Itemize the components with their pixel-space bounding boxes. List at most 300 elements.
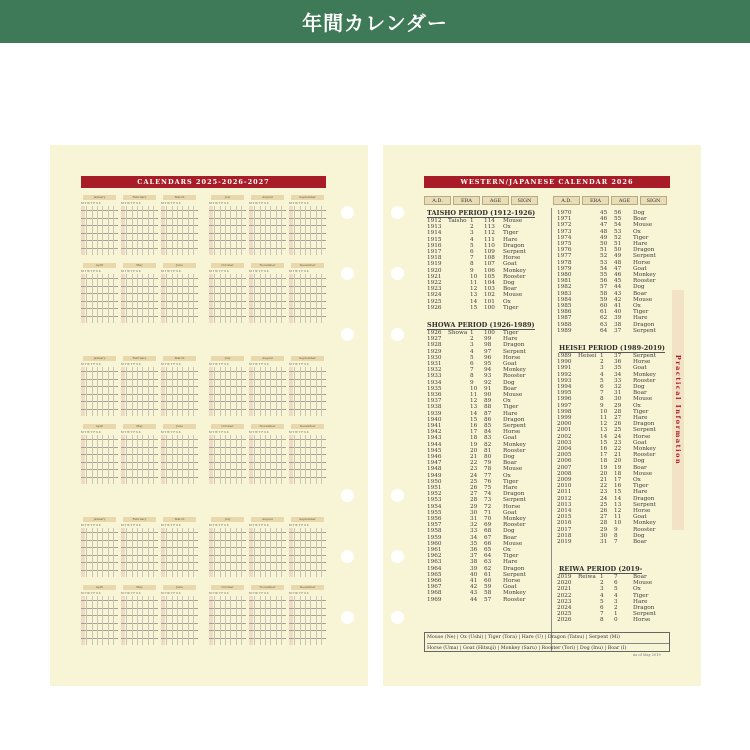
day-column-line [92, 596, 93, 645]
era-year: 45 [600, 210, 608, 216]
month-label: May [123, 585, 156, 590]
month-day-grid [209, 524, 246, 577]
day-column-line [310, 367, 311, 416]
era-table-row [427, 349, 547, 355]
era-year: 13 [470, 292, 478, 299]
day-column-line [294, 274, 295, 323]
era-table-row [557, 266, 677, 272]
year-ad: 1985 [557, 303, 572, 309]
era-table-row [557, 284, 677, 290]
day-column-line [153, 435, 154, 484]
day-column-line [153, 528, 154, 577]
day-column-line [86, 206, 87, 255]
era-table-row [557, 574, 677, 580]
page-title: 年間カレンダー [302, 11, 448, 35]
age: 43 [614, 290, 622, 297]
day-column-line [97, 367, 98, 416]
day-column-line [132, 274, 133, 323]
weekday-letters: MTWTFSS [121, 202, 142, 205]
day-column-line [172, 206, 173, 255]
month-day-grid [81, 363, 118, 416]
zodiac-sign: Horse [503, 503, 521, 510]
era-table-row [557, 309, 677, 315]
age: 73 [484, 497, 492, 504]
era-year: 29 [600, 526, 608, 533]
day-column-line [86, 367, 87, 416]
age: 67 [484, 534, 492, 541]
month-label: September [291, 356, 324, 361]
day-column-line [300, 206, 301, 255]
age: 87 [484, 410, 492, 417]
zodiac-sign: Goat [503, 261, 517, 268]
age: 88 [484, 404, 492, 411]
zodiac-sign: Rooster [633, 452, 656, 459]
zodiac-sign: Rooster [633, 526, 656, 533]
era-year: 14 [470, 298, 478, 305]
month-label: May [123, 424, 156, 429]
month-day-grid [209, 270, 246, 323]
day-column-line [92, 206, 93, 255]
day-column-line [270, 206, 271, 255]
era-table-row [427, 597, 547, 603]
day-column-line [316, 435, 317, 484]
day-column-line [92, 528, 93, 577]
era-year: 43 [470, 590, 478, 597]
day-column-line [97, 274, 98, 323]
age: 114 [484, 218, 495, 224]
day-column-line [172, 367, 173, 416]
era-year: 23 [470, 466, 478, 473]
era-table-row [557, 520, 677, 526]
binder-hole [391, 611, 404, 624]
zodiac-sign: Dog [633, 532, 645, 539]
weekday-letters: MTWTFSS [289, 202, 310, 205]
weekday-letters: MTWTFSS [249, 270, 270, 273]
day-column-line [188, 596, 189, 645]
day-column-line [108, 435, 109, 484]
era-year: 58 [600, 290, 608, 297]
day-column-line [113, 274, 114, 323]
era-table-row [557, 247, 677, 253]
era-table-row [427, 559, 547, 565]
age: 30 [614, 396, 622, 403]
age: 106 [484, 267, 495, 274]
zodiac-sign: Dragon [503, 416, 525, 423]
day-column-line [102, 367, 103, 416]
day-column-line [300, 596, 301, 645]
year-ad: 1981 [557, 278, 572, 285]
era-table-row [427, 448, 547, 454]
year-ad: 2010 [557, 483, 572, 490]
day-column-line [97, 435, 98, 484]
era-table-row [557, 328, 677, 334]
year-ad: 1912 [427, 218, 442, 224]
era-year: 34 [470, 534, 478, 541]
day-column-line [86, 435, 87, 484]
zodiac-sign: Mouse [633, 396, 653, 403]
age: 76 [484, 478, 492, 485]
year-ad: 1963 [427, 559, 442, 566]
era-table-row [427, 380, 547, 386]
binder-hole [391, 206, 404, 219]
age: 68 [484, 528, 492, 535]
day-column-line [137, 528, 138, 577]
year-ad: 1933 [427, 373, 442, 380]
zodiac-sign: Rooster [503, 596, 526, 603]
zodiac-sign: Hare [503, 485, 518, 491]
age: 80 [484, 454, 492, 460]
era-year: 3 [600, 586, 604, 593]
age: 64 [484, 553, 492, 560]
era-year: 53 [600, 259, 608, 266]
era-table-row [427, 442, 547, 448]
col-header-ad: A.D. [424, 196, 451, 205]
era-table-row [557, 253, 677, 259]
zodiac-sign: Boar [503, 460, 517, 467]
year-ad: 1929 [427, 348, 442, 355]
age: 55 [614, 216, 622, 223]
day-column-line [166, 274, 167, 323]
zodiac-sign: Dragon [633, 495, 655, 502]
year-ad: 2003 [557, 439, 572, 446]
weekday-letters: MTWTFSS [209, 524, 230, 527]
year-ad: 1939 [427, 410, 442, 417]
age: 95 [484, 361, 492, 367]
era-table-row [427, 373, 547, 379]
era-table-row [557, 611, 677, 617]
era-table-row [557, 291, 677, 297]
era-table-row [427, 342, 547, 348]
day-column-line [236, 435, 237, 484]
age: 71 [484, 509, 492, 516]
year-ad: 1959 [427, 534, 442, 541]
col-header-ad: A.D. [553, 196, 580, 205]
month-day-grid [121, 270, 158, 323]
weekday-letters: MTWTFSS [249, 202, 270, 205]
zodiac-sign: Tiger [633, 483, 649, 490]
calendar-title: CALENDARS 2025-2026-2027 [81, 176, 326, 188]
age: 36 [614, 359, 622, 366]
day-column-line [276, 206, 277, 255]
month-day-grid [161, 592, 198, 645]
calendar-second-half [209, 356, 326, 484]
col-header-age: AGE [611, 196, 638, 205]
age: 1 [614, 611, 618, 618]
calendar-month [249, 424, 286, 484]
year-ad: 1932 [427, 367, 442, 374]
calendar-month [121, 195, 158, 255]
era-table-row [557, 440, 677, 446]
zodiac-sign: Hare [503, 410, 518, 417]
age: 20 [614, 458, 622, 465]
zodiac-sign: Monkey [503, 267, 526, 274]
day-column-line [236, 596, 237, 645]
era-year: 64 [600, 327, 608, 334]
year-ad: 2014 [557, 508, 572, 514]
month-day-grid [289, 524, 326, 577]
year-ad: 1986 [557, 309, 572, 316]
era-year: 21 [600, 477, 608, 483]
era-year: 1 [470, 218, 474, 224]
day-column-line [126, 528, 127, 577]
era-year: 31 [470, 516, 478, 522]
zodiac-sign: Horse [503, 354, 521, 361]
era-year: 2 [600, 580, 604, 587]
calendar-page [50, 145, 368, 686]
weekday-letters: MTWTFSS [121, 270, 142, 273]
age: 113 [484, 224, 495, 231]
month-label: April [83, 585, 116, 590]
binder-hole [341, 489, 354, 502]
year-ad: 1980 [557, 272, 572, 278]
day-column-line [108, 528, 109, 577]
weekday-letters: MTWTFSS [289, 270, 310, 273]
era-table-row [427, 404, 547, 410]
weekday-letters: MTWTFSS [289, 431, 310, 434]
zodiac-sign: Boar [503, 286, 517, 293]
day-column-line [193, 367, 194, 416]
zodiac-sign: Rooster [503, 447, 526, 454]
day-column-line [260, 206, 261, 255]
binder-hole [341, 267, 354, 280]
era-table-row [557, 452, 677, 458]
age: 69 [484, 522, 492, 529]
day-column-line [310, 596, 311, 645]
zodiac-sign: Ox [633, 586, 641, 593]
day-column-line [294, 206, 295, 255]
col-header-sign: SIGN [640, 196, 667, 205]
day-column-line [294, 528, 295, 577]
day-column-line [230, 435, 231, 484]
era-table-row [427, 249, 547, 255]
age: 6 [614, 580, 618, 587]
day-column-line [236, 528, 237, 577]
day-column-line [172, 528, 173, 577]
day-column-line [166, 367, 167, 416]
era-table-row [427, 224, 547, 230]
era-year: 17 [600, 452, 608, 459]
era-year: 62 [600, 315, 608, 322]
year-ad: 2017 [557, 526, 572, 533]
day-column-line [236, 367, 237, 416]
era-year: 56 [600, 278, 608, 285]
zodiac-sign: Rooster [633, 278, 656, 285]
era-year: 11 [600, 415, 608, 421]
era-table-row [557, 533, 677, 539]
era-year: 6 [470, 249, 474, 255]
zodiac-sign: Mouse [503, 540, 523, 547]
day-column-line [236, 206, 237, 255]
day-column-line [225, 528, 226, 577]
header-banner [0, 0, 750, 43]
era-year: 33 [470, 528, 478, 535]
era-year: 6 [600, 384, 604, 390]
day-column-line [225, 274, 226, 323]
era-year: 1 [470, 330, 474, 336]
day-column-line [225, 435, 226, 484]
zodiac-sign: Boar [633, 574, 647, 580]
era-table-row [557, 508, 677, 514]
era-table-row [557, 465, 677, 471]
age: 62 [484, 565, 492, 572]
age: 31 [614, 390, 622, 397]
era-year: 7 [470, 367, 474, 374]
era-table-row [557, 403, 677, 409]
month-label: August [251, 356, 284, 361]
day-column-line [113, 206, 114, 255]
age: 37 [614, 327, 622, 334]
day-column-line [142, 274, 143, 323]
zodiac-sign: Hare [633, 415, 648, 421]
zodiac-sign: Ox [633, 303, 641, 309]
zodiac-sign: Dog [633, 284, 645, 291]
weekday-letters: MTWTFSS [81, 270, 102, 273]
age: 60 [484, 578, 492, 584]
day-column-line [225, 596, 226, 645]
era-table-row [427, 355, 547, 361]
age: 47 [614, 265, 622, 272]
month-day-grid [121, 592, 158, 645]
day-column-line [102, 274, 103, 323]
day-column-line [137, 435, 138, 484]
binder-hole [341, 206, 354, 219]
era-table-row [427, 367, 547, 373]
age: 85 [484, 423, 492, 429]
zodiac-sign: Ox [633, 477, 641, 483]
age: 37 [614, 353, 622, 359]
calendar-month [161, 195, 198, 255]
calendar-month [289, 517, 326, 577]
zodiac-sign: Hare [633, 598, 648, 605]
day-column-line [108, 596, 109, 645]
zodiac-sign: Dragon [633, 321, 655, 328]
day-column-line [276, 528, 277, 577]
weekday-letters: MTWTFSS [81, 363, 102, 366]
age: 28 [614, 408, 622, 415]
zodiac-sign: Hare [633, 489, 648, 496]
age: 17 [614, 477, 622, 483]
day-column-line [137, 596, 138, 645]
calendar-month [81, 195, 118, 255]
calendar-second-half [209, 195, 326, 323]
calendar-month [289, 424, 326, 484]
calendar-month [121, 585, 158, 645]
day-column-line [281, 274, 282, 323]
age: 25 [614, 427, 622, 434]
month-day-grid [121, 431, 158, 484]
year-ad: 1968 [427, 590, 442, 597]
day-column-line [321, 206, 322, 255]
zodiac-sign: Serpent [633, 427, 656, 434]
era-table-title: WESTERN/JAPANESE CALENDAR 2026 [424, 176, 670, 188]
year-ad: 1977 [557, 253, 572, 260]
zodiac-sign: Serpent [503, 423, 526, 429]
age: 4 [614, 592, 618, 599]
zodiac-sign: Tiger [503, 553, 519, 560]
month-label: October [211, 424, 244, 429]
era-year: 30 [470, 509, 478, 516]
age: 59 [484, 584, 492, 591]
day-column-line [241, 528, 242, 577]
era-year: 59 [600, 296, 608, 303]
month-label: December [291, 263, 324, 268]
age: 74 [484, 491, 492, 498]
zodiac-sign: Dragon [503, 242, 525, 249]
as-of-note: As of May 2019 [633, 653, 661, 657]
age: 34 [614, 371, 622, 378]
age: 112 [484, 230, 495, 237]
zodiac-sign: Mouse [633, 470, 653, 477]
day-column-line [148, 596, 149, 645]
age: 21 [614, 452, 622, 459]
day-column-line [193, 206, 194, 255]
year-ad: 1938 [427, 404, 442, 411]
month-label: October [211, 263, 244, 268]
era-year: 5 [600, 598, 604, 605]
day-column-line [270, 435, 271, 484]
age: 65 [484, 547, 492, 553]
era-year: 35 [470, 540, 478, 547]
era-table-row [427, 237, 547, 243]
era-table-row [427, 584, 547, 590]
year-ad: 1987 [557, 315, 572, 322]
age: 102 [484, 292, 495, 299]
month-day-grid [249, 524, 286, 577]
year-ad: 1914 [427, 230, 442, 237]
year-ad: 2019 [557, 539, 572, 545]
year-ad: 1990 [557, 359, 572, 366]
era-year: 55 [600, 272, 608, 278]
year-ad: 1950 [427, 478, 442, 485]
era-year: 26 [470, 485, 478, 491]
era-year: 7 [600, 390, 604, 397]
year-ad: 1948 [427, 466, 442, 473]
col-header-sign: SIGN [511, 196, 538, 205]
era-year: 6 [470, 361, 474, 367]
year-ad: 1927 [427, 336, 442, 343]
day-column-line [177, 274, 178, 323]
zodiac-sign: Tiger [633, 408, 649, 415]
month-day-grid [289, 202, 326, 255]
zodiac-sign: Dog [503, 379, 515, 386]
year-ad: 1915 [427, 236, 442, 243]
calendar-month [81, 356, 118, 416]
year-ad: 1920 [427, 267, 442, 274]
zodiac-sign: Hare [503, 559, 518, 566]
age: 90 [484, 392, 492, 398]
day-column-line [166, 435, 167, 484]
age: 42 [614, 296, 622, 303]
year-ad: 1934 [427, 379, 442, 386]
zodiac-sign: Mouse [633, 222, 653, 229]
weekday-letters: MTWTFSS [209, 270, 230, 273]
day-column-line [316, 367, 317, 416]
day-column-line [142, 596, 143, 645]
era-year: 42 [470, 584, 478, 591]
zodiac-sign: Goat [633, 365, 647, 372]
calendar-month [161, 585, 198, 645]
zodiac-sign: Mouse [503, 392, 523, 398]
month-day-grid [161, 363, 198, 416]
calendar-month [209, 517, 246, 577]
calendar-year-block [81, 517, 326, 645]
era-year: 10 [600, 408, 608, 415]
era-year: 9 [470, 267, 474, 274]
month-day-grid [161, 270, 198, 323]
day-column-line [172, 596, 173, 645]
day-column-line [305, 435, 306, 484]
era-table-row [427, 473, 547, 479]
